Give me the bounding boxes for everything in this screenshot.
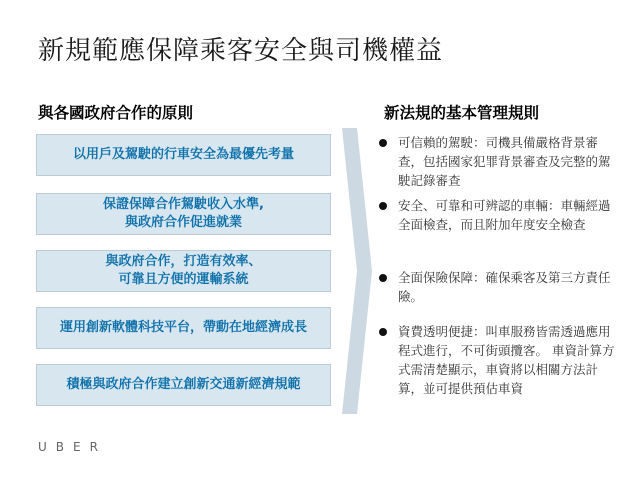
principle-text: 以用戶及駕駛的行車安全為最優先考量 xyxy=(72,147,294,162)
principle-box xyxy=(36,250,331,292)
rule-text: 安全、可靠和可辨認的車輛：車輛經過全面檢查，而且附加年度安全檢查 xyxy=(398,198,611,232)
rules-heading: 新法規的基本管理規則 xyxy=(384,104,540,122)
principle-text: 積極與政府合作建立創新交通新經濟規範 xyxy=(66,377,301,392)
chevron-arrow-icon xyxy=(340,128,374,414)
rule-item xyxy=(379,196,615,234)
principle-text: 運用創新軟體科技平台，帶動在地經濟成長 xyxy=(59,320,307,335)
rule-text: 資費透明便捷：叫車服務皆需透過應用程式進行，不可街頭攬客。 車資計算方式需清楚顯示，車資將以相關方法計算，並可提供預估車資 xyxy=(398,324,615,396)
principle-box xyxy=(36,134,331,176)
bullet-icon xyxy=(379,328,387,336)
rule-item xyxy=(379,322,615,398)
bullet-icon xyxy=(379,202,387,210)
rule-item xyxy=(379,268,615,306)
uber-logo: UBER xyxy=(38,440,107,454)
rule-item xyxy=(379,133,615,190)
bullet-icon xyxy=(379,274,387,282)
principle-box xyxy=(36,364,331,406)
principle-box xyxy=(36,307,331,349)
principle-box xyxy=(36,193,331,235)
rule-text: 可信賴的駕駛：司機具備嚴格背景審查，包括國家犯罪背景審查及完整的駕駛記錄審查 xyxy=(398,135,611,188)
page-title: 新規範應保障乘客安全與司機權益 xyxy=(38,36,444,66)
rule-text: 全面保險保障：確保乘客及第三方責任險。 xyxy=(398,270,611,304)
principles-heading: 與各國政府合作的原則 xyxy=(38,104,194,122)
principle-text: 與政府合作，打造有效率、 可靠且方便的運輸系統 xyxy=(105,254,262,287)
principle-text: 保證保障合作駕駛收入水準, 與政府合作促進就業 xyxy=(103,197,264,230)
bullet-icon xyxy=(379,139,387,147)
